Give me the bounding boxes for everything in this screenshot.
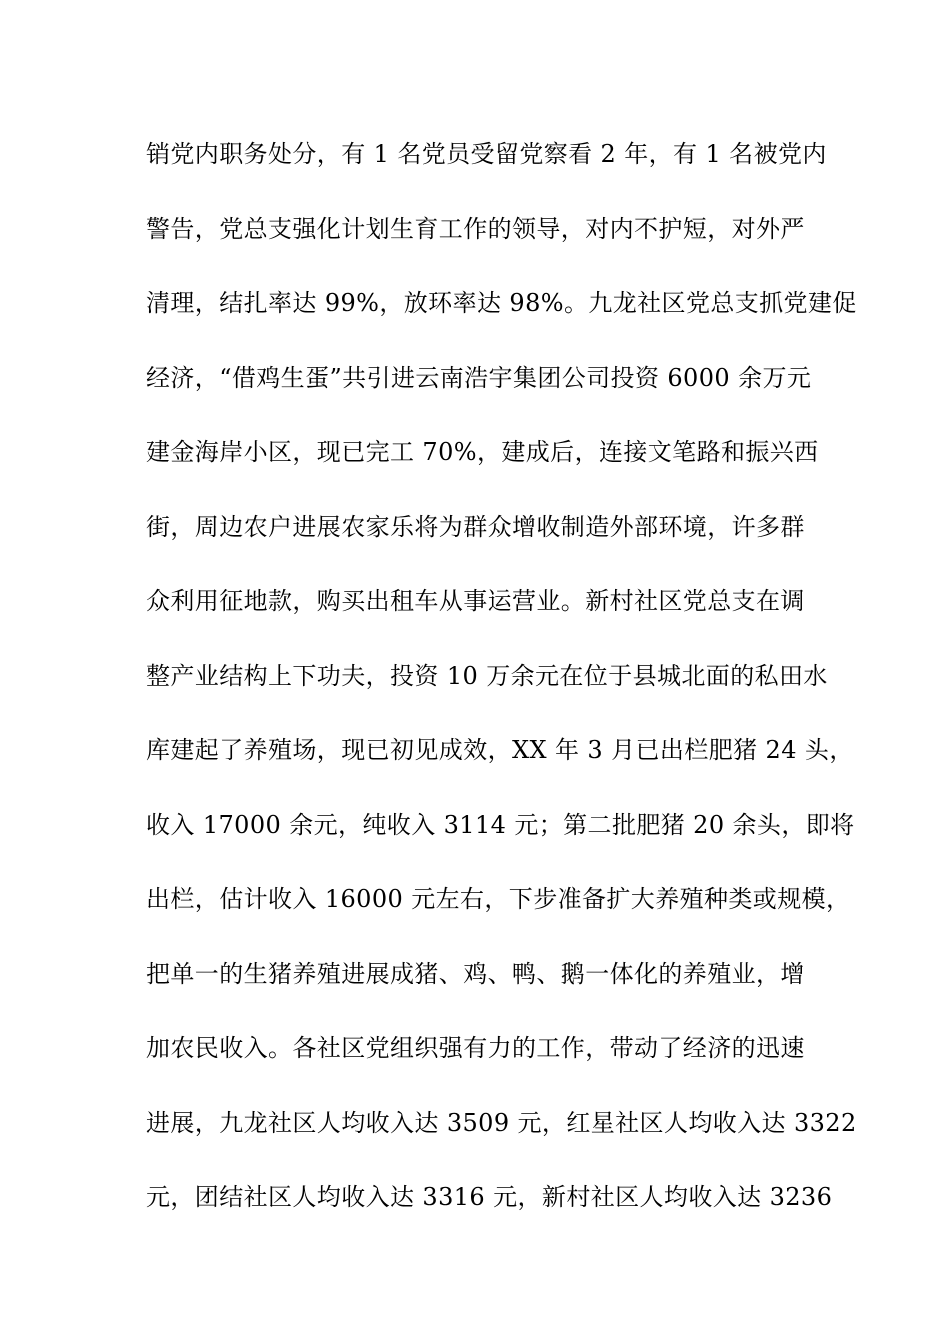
text-line-12: 把单一的生猪养殖进展成猪、鸡、鸭、鹅一体化的养殖业，增 [146,959,805,988]
text-line-1: 销党内职务处分，有 1 名党员受留党察看 2 年，有 1 名被党内 [146,140,827,168]
text-line-3: 清理，结扎率达 99%，放环率达 98%。九龙社区党总支抓党建促 [146,289,857,317]
text-line-13: 加农民收入。各社区党组织强有力的工作，带动了经济的迅速 [146,1034,805,1062]
text-line-8: 整产业结构上下功夫，投资 10 万余元在位于县城北面的私田水 [146,661,828,690]
text-line-7: 众利用征地款，购买出租车从事运营业。新村社区党总支在调 [146,587,805,615]
text-line-11: 出栏，估计收入 16000 元左右，下步准备扩大养殖种类或规模， [146,885,851,913]
text-line-6: 街，周边农户进展农家乐将为群众增收制造外部环境，许多群 [146,512,805,541]
text-line-2: 警告，党总支强化计划生育工作的领导，对内不护短，对外严 [146,214,805,243]
text-line-14: 进展，九龙社区人均收入达 3509 元，红星社区人均收入达 3322 [146,1108,857,1137]
text-line-4: 经济，“借鸡生蛋”共引进云南浩宇集团公司投资 6000 余万元 [146,363,812,392]
text-line-15: 元，团结社区人均收入达 3316 元，新村社区人均收入达 3236 [146,1183,833,1211]
text-line-9: 库建起了养殖场，现已初见成效，XX 年 3 月已出栏肥猪 24 头， [146,736,854,764]
text-line-10: 收入 17000 余元，纯收入 3114 元；第二批肥猪 20 余头，即将 [146,810,855,839]
text-line-5: 建金海岸小区，现已完工 70%，建成后，连接文笔路和振兴西 [146,438,819,466]
body-text [146,134,857,1252]
